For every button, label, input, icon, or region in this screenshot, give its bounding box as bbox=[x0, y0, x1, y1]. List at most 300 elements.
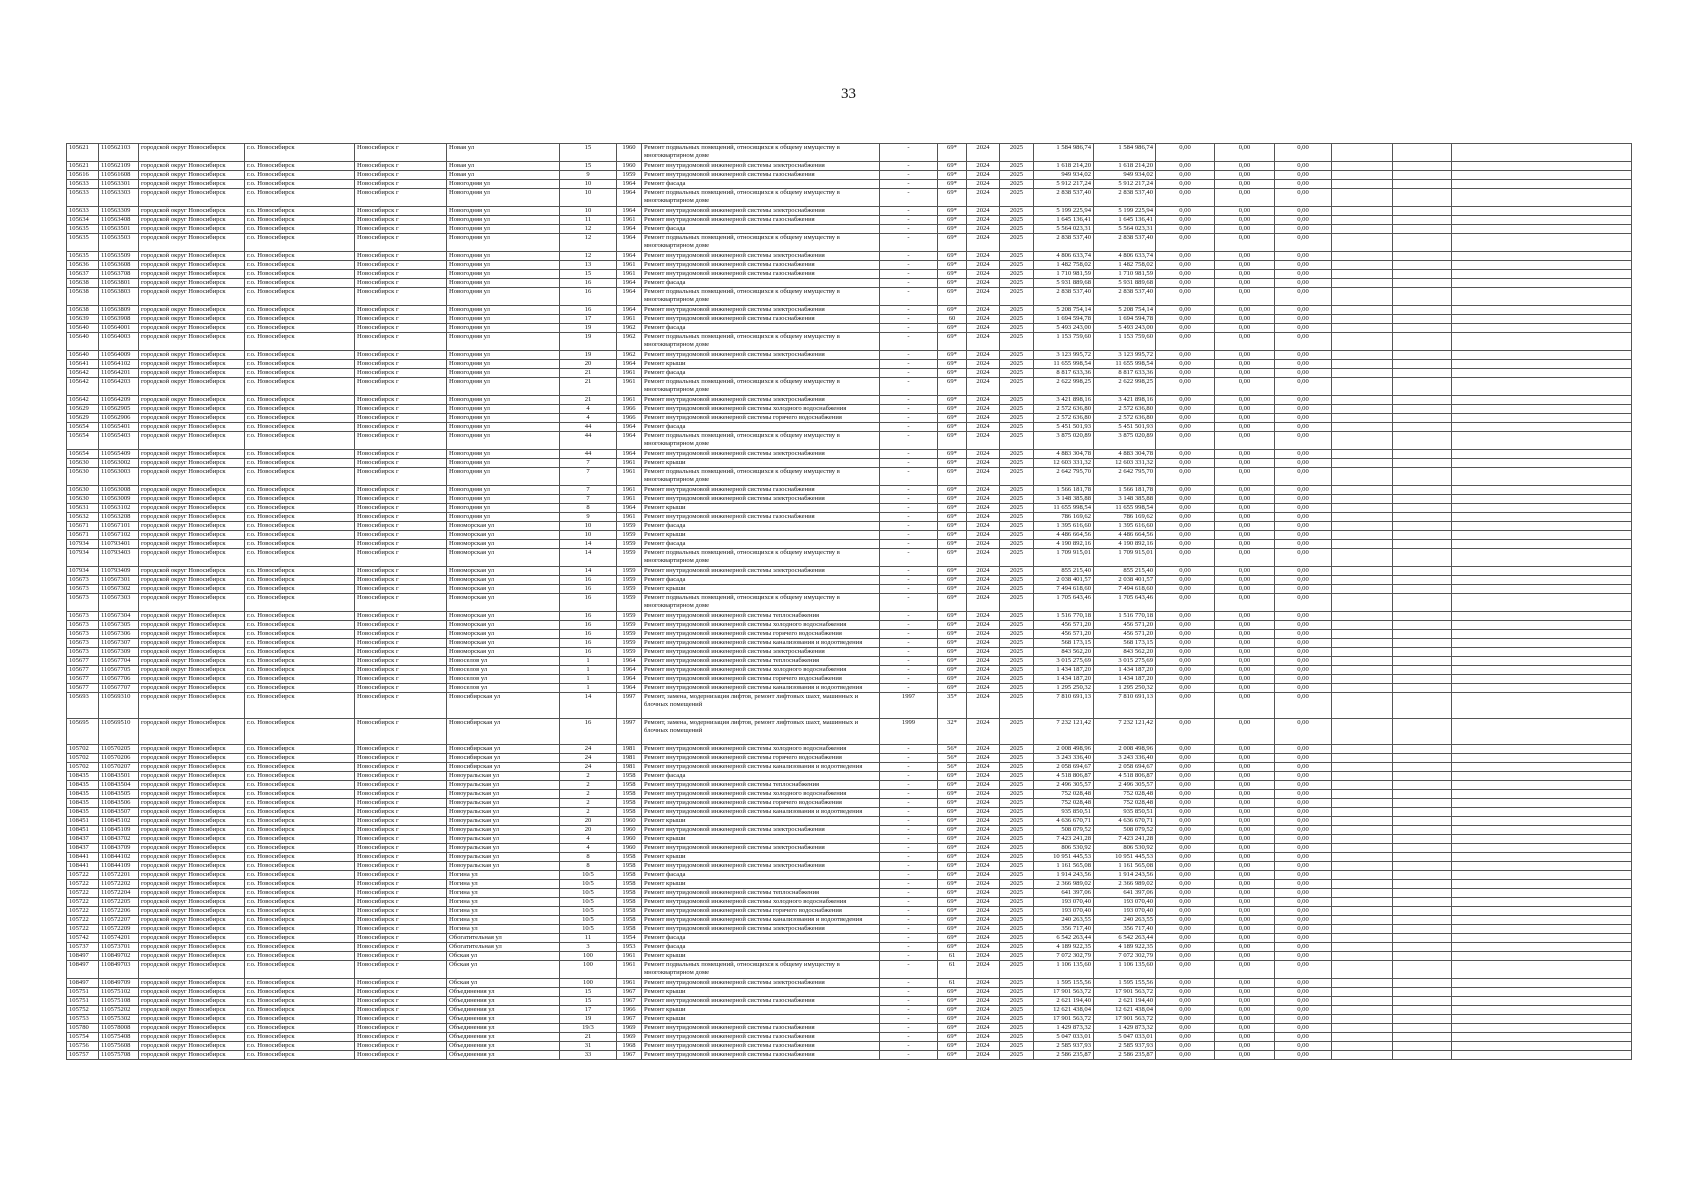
cell-settlement: г.о. Новосибирск bbox=[245, 666, 355, 675]
cell-extra-c bbox=[1452, 1051, 1632, 1060]
cell-build-year: 1966 bbox=[617, 1006, 642, 1015]
cell-total-cost: 935 850,51 bbox=[1034, 808, 1094, 817]
cell-budget-regional: 0,00 bbox=[1215, 621, 1275, 630]
cell-build-year: 1959 bbox=[617, 549, 642, 567]
cell-house-number: 19 bbox=[560, 351, 617, 360]
cell-extra-a bbox=[1332, 979, 1393, 988]
cell-wear-percent: 69* bbox=[938, 459, 967, 468]
cell-total-cost: 1 482 758,02 bbox=[1034, 261, 1094, 270]
cell-extra-b bbox=[1393, 207, 1452, 216]
cell-extra-a bbox=[1332, 405, 1393, 414]
cell-wear-percent: 69* bbox=[938, 639, 967, 648]
cell-extra-b bbox=[1393, 808, 1452, 817]
cell-street: Новоморская ул bbox=[447, 585, 560, 594]
cell-work-id: 110578008 bbox=[99, 1024, 139, 1033]
cell-wear-percent: 69* bbox=[938, 916, 967, 925]
cell-street: Новогодняя ул bbox=[447, 504, 560, 513]
cell-street: Новоморская ул bbox=[447, 576, 560, 585]
cell-extra-a bbox=[1332, 396, 1393, 405]
cell-build-year: 1958 bbox=[617, 871, 642, 880]
cell-total-cost: 1 395 616,60 bbox=[1034, 522, 1094, 531]
cell-house-number: 100 bbox=[560, 979, 617, 988]
cell-last-repair-year: - bbox=[880, 360, 938, 369]
cell-object-id: 108441 bbox=[67, 862, 99, 871]
cell-wear-percent: 69* bbox=[938, 630, 967, 639]
cell-budget-local: 0,00 bbox=[1275, 961, 1332, 979]
cell-total-cost: 4 883 304,78 bbox=[1034, 450, 1094, 459]
cell-extra-a bbox=[1332, 790, 1393, 799]
cell-extra-c bbox=[1452, 324, 1632, 333]
cell-plan-year-start: 2024 bbox=[967, 693, 1000, 719]
table-row bbox=[67, 799, 1632, 808]
cell-wear-percent: 69* bbox=[938, 657, 967, 666]
cell-last-repair-year: - bbox=[880, 306, 938, 315]
cell-street: Новая ул bbox=[447, 162, 560, 171]
cell-plan-year-start: 2024 bbox=[967, 531, 1000, 540]
cell-extra-c bbox=[1452, 934, 1632, 943]
cell-object-id: 105638 bbox=[67, 288, 99, 306]
cell-work-type: Ремонт внутридомовой инженерной системы холодного водоснабжения bbox=[642, 745, 880, 754]
table-row bbox=[67, 880, 1632, 889]
cell-wear-percent: 69* bbox=[938, 594, 967, 612]
cell-municipality: городской округ Новосибирск bbox=[139, 719, 245, 745]
cell-budget-regional: 0,00 bbox=[1215, 907, 1275, 916]
cell-settlement: г.о. Новосибирск bbox=[245, 781, 355, 790]
cell-locality: Новосибирск г bbox=[355, 594, 447, 612]
cell-build-year: 1964 bbox=[617, 234, 642, 252]
cell-plan-year-start: 2024 bbox=[967, 324, 1000, 333]
cell-extra-c bbox=[1452, 693, 1632, 719]
cell-extra-b bbox=[1393, 423, 1452, 432]
cell-municipality: городской округ Новосибирск bbox=[139, 333, 245, 351]
cell-locality: Новосибирск г bbox=[355, 378, 447, 396]
cell-work-id: 110849702 bbox=[99, 952, 139, 961]
cell-extra-a bbox=[1332, 997, 1393, 1006]
cell-wear-percent: 69* bbox=[938, 378, 967, 396]
cell-extra-b bbox=[1393, 351, 1452, 360]
cell-budget-regional: 0,00 bbox=[1215, 378, 1275, 396]
cell-work-type: Ремонт внутридомовой инженерной системы горячего водоснабжения bbox=[642, 414, 880, 423]
cell-plan-year-end: 2025 bbox=[1000, 540, 1034, 549]
cell-work-id: 110575608 bbox=[99, 1042, 139, 1051]
cell-house-number: 16 bbox=[560, 576, 617, 585]
cell-work-id: 110843507 bbox=[99, 808, 139, 817]
cell-work-type: Ремонт внутридомовой инженерной системы канализования и водоотведения bbox=[642, 916, 880, 925]
cell-budget-local: 0,00 bbox=[1275, 585, 1332, 594]
cell-wear-percent: 69* bbox=[938, 1042, 967, 1051]
cell-build-year: 1960 bbox=[617, 144, 642, 162]
cell-fund-cost: 5 912 217,24 bbox=[1094, 180, 1156, 189]
cell-extra-c bbox=[1452, 648, 1632, 657]
cell-budget-regional: 0,00 bbox=[1215, 576, 1275, 585]
cell-plan-year-start: 2024 bbox=[967, 844, 1000, 853]
cell-house-number: 2 bbox=[560, 781, 617, 790]
cell-plan-year-start: 2024 bbox=[967, 790, 1000, 799]
cell-work-type: Ремонт внутридомовой инженерной системы газоснабжения bbox=[642, 513, 880, 522]
cell-budget-regional: 0,00 bbox=[1215, 763, 1275, 772]
cell-municipality: городской округ Новосибирск bbox=[139, 826, 245, 835]
cell-house-number: 7 bbox=[560, 459, 617, 468]
cell-total-cost: 5 208 754,14 bbox=[1034, 306, 1094, 315]
cell-municipality: городской округ Новосибирск bbox=[139, 234, 245, 252]
cell-settlement: г.о. Новосибирск bbox=[245, 567, 355, 576]
cell-budget-regional: 0,00 bbox=[1215, 252, 1275, 261]
cell-street: Новогодняя ул bbox=[447, 189, 560, 207]
cell-street: Новоуральская ул bbox=[447, 817, 560, 826]
cell-settlement: г.о. Новосибирск bbox=[245, 405, 355, 414]
cell-plan-year-end: 2025 bbox=[1000, 898, 1034, 907]
cell-extra-c bbox=[1452, 540, 1632, 549]
cell-municipality: городской округ Новосибирск bbox=[139, 862, 245, 871]
cell-house-number: 31 bbox=[560, 1042, 617, 1051]
cell-budget-federal: 0,00 bbox=[1156, 835, 1215, 844]
cell-total-cost: 240 263,55 bbox=[1034, 916, 1094, 925]
cell-budget-local: 0,00 bbox=[1275, 369, 1332, 378]
cell-work-type: Ремонт внутридомовой инженерной системы газоснабжения bbox=[642, 997, 880, 1006]
cell-last-repair-year: - bbox=[880, 961, 938, 979]
table-row bbox=[67, 684, 1632, 693]
cell-total-cost: 1 618 214,20 bbox=[1034, 162, 1094, 171]
cell-work-type: Ремонт фасада bbox=[642, 522, 880, 531]
cell-budget-federal: 0,00 bbox=[1156, 621, 1215, 630]
cell-budget-federal: 0,00 bbox=[1156, 522, 1215, 531]
cell-fund-cost: 17 901 563,72 bbox=[1094, 988, 1156, 997]
cell-fund-cost: 5 493 243,00 bbox=[1094, 324, 1156, 333]
cell-work-id: 110567307 bbox=[99, 639, 139, 648]
cell-work-type: Ремонт внутридомовой инженерной системы теплоснабжения bbox=[642, 657, 880, 666]
cell-budget-regional: 0,00 bbox=[1215, 630, 1275, 639]
cell-plan-year-start: 2024 bbox=[967, 369, 1000, 378]
cell-locality: Новосибирск г bbox=[355, 333, 447, 351]
cell-object-id: 108435 bbox=[67, 799, 99, 808]
cell-work-id: 110563503 bbox=[99, 234, 139, 252]
cell-total-cost: 3 875 020,89 bbox=[1034, 432, 1094, 450]
cell-work-id: 110567302 bbox=[99, 585, 139, 594]
cell-budget-local: 0,00 bbox=[1275, 1024, 1332, 1033]
cell-extra-a bbox=[1332, 648, 1393, 657]
cell-settlement: г.о. Новосибирск bbox=[245, 495, 355, 504]
cell-budget-local: 0,00 bbox=[1275, 853, 1332, 862]
cell-budget-federal: 0,00 bbox=[1156, 745, 1215, 754]
cell-budget-regional: 0,00 bbox=[1215, 216, 1275, 225]
cell-plan-year-start: 2024 bbox=[967, 889, 1000, 898]
cell-fund-cost: 4 806 633,74 bbox=[1094, 252, 1156, 261]
cell-budget-regional: 0,00 bbox=[1215, 1015, 1275, 1024]
cell-street: Новогодняя ул bbox=[447, 225, 560, 234]
cell-total-cost: 949 934,02 bbox=[1034, 171, 1094, 180]
cell-municipality: городской округ Новосибирск bbox=[139, 576, 245, 585]
cell-wear-percent: 69* bbox=[938, 808, 967, 817]
cell-plan-year-end: 2025 bbox=[1000, 781, 1034, 790]
cell-fund-cost: 456 571,20 bbox=[1094, 630, 1156, 639]
cell-fund-cost: 2 586 235,87 bbox=[1094, 1051, 1156, 1060]
cell-plan-year-end: 2025 bbox=[1000, 468, 1034, 486]
cell-object-id: 105642 bbox=[67, 396, 99, 405]
cell-locality: Новосибирск г bbox=[355, 351, 447, 360]
cell-object-id: 105673 bbox=[67, 648, 99, 657]
cell-extra-a bbox=[1332, 808, 1393, 817]
cell-settlement: г.о. Новосибирск bbox=[245, 144, 355, 162]
cell-plan-year-end: 2025 bbox=[1000, 360, 1034, 369]
cell-plan-year-end: 2025 bbox=[1000, 486, 1034, 495]
cell-work-type: Ремонт внутридомовой инженерной системы электроснабжения bbox=[642, 862, 880, 871]
cell-extra-a bbox=[1332, 835, 1393, 844]
cell-budget-local: 0,00 bbox=[1275, 180, 1332, 189]
cell-budget-local: 0,00 bbox=[1275, 666, 1332, 675]
cell-budget-regional: 0,00 bbox=[1215, 693, 1275, 719]
cell-settlement: г.о. Новосибирск bbox=[245, 540, 355, 549]
cell-plan-year-start: 2024 bbox=[967, 486, 1000, 495]
cell-object-id: 105695 bbox=[67, 719, 99, 745]
cell-settlement: г.о. Новосибирск bbox=[245, 360, 355, 369]
table-row bbox=[67, 772, 1632, 781]
cell-street: Новоморская ул bbox=[447, 648, 560, 657]
cell-municipality: городской округ Новосибирск bbox=[139, 459, 245, 468]
cell-work-type: Ремонт подвальных помещений, относящихся к общему имуществу в многоквартирном доме bbox=[642, 961, 880, 979]
cell-locality: Новосибирск г bbox=[355, 871, 447, 880]
cell-street: Ногина ул bbox=[447, 889, 560, 898]
cell-fund-cost: 1 106 135,60 bbox=[1094, 961, 1156, 979]
cell-extra-c bbox=[1452, 961, 1632, 979]
table-row bbox=[67, 450, 1632, 459]
cell-street: Новоморская ул bbox=[447, 567, 560, 576]
cell-work-id: 110562103 bbox=[99, 144, 139, 162]
cell-work-type: Ремонт внутридомовой инженерной системы электроснабжения bbox=[642, 306, 880, 315]
cell-work-type: Ремонт подвальных помещений, относящихся к общему имуществу в многоквартирном доме bbox=[642, 333, 880, 351]
cell-budget-regional: 0,00 bbox=[1215, 1042, 1275, 1051]
cell-locality: Новосибирск г bbox=[355, 486, 447, 495]
cell-work-id: 110843506 bbox=[99, 799, 139, 808]
cell-municipality: городской округ Новосибирск bbox=[139, 549, 245, 567]
cell-budget-regional: 0,00 bbox=[1215, 180, 1275, 189]
cell-locality: Новосибирск г bbox=[355, 432, 447, 450]
cell-plan-year-end: 2025 bbox=[1000, 763, 1034, 772]
cell-locality: Новосибирск г bbox=[355, 898, 447, 907]
cell-fund-cost: 2 838 537,40 bbox=[1094, 288, 1156, 306]
cell-budget-federal: 0,00 bbox=[1156, 1006, 1215, 1015]
table-row bbox=[67, 594, 1632, 612]
cell-work-id: 110567301 bbox=[99, 576, 139, 585]
cell-extra-a bbox=[1332, 621, 1393, 630]
cell-work-type: Ремонт внутридомовой инженерной системы электроснабжения bbox=[642, 925, 880, 934]
cell-work-type: Ремонт внутридомовой инженерной системы газоснабжения bbox=[642, 486, 880, 495]
cell-extra-c bbox=[1452, 162, 1632, 171]
cell-budget-regional: 0,00 bbox=[1215, 162, 1275, 171]
cell-build-year: 1958 bbox=[617, 853, 642, 862]
cell-work-id: 110572206 bbox=[99, 907, 139, 916]
cell-settlement: г.о. Новосибирск bbox=[245, 657, 355, 666]
cell-object-id: 105702 bbox=[67, 745, 99, 754]
cell-wear-percent: 69* bbox=[938, 880, 967, 889]
cell-extra-a bbox=[1332, 288, 1393, 306]
cell-last-repair-year: - bbox=[880, 898, 938, 907]
cell-plan-year-start: 2024 bbox=[967, 979, 1000, 988]
cell-extra-b bbox=[1393, 862, 1452, 871]
cell-street: Новоморская ул bbox=[447, 639, 560, 648]
cell-wear-percent: 69* bbox=[938, 216, 967, 225]
cell-object-id: 105677 bbox=[67, 657, 99, 666]
cell-extra-a bbox=[1332, 360, 1393, 369]
cell-extra-b bbox=[1393, 916, 1452, 925]
cell-work-id: 110575108 bbox=[99, 997, 139, 1006]
cell-house-number: 2 bbox=[560, 790, 617, 799]
cell-plan-year-end: 2025 bbox=[1000, 719, 1034, 745]
cell-plan-year-start: 2024 bbox=[967, 432, 1000, 450]
cell-object-id: 105621 bbox=[67, 162, 99, 171]
cell-locality: Новосибирск г bbox=[355, 835, 447, 844]
cell-locality: Новосибирск г bbox=[355, 369, 447, 378]
cell-fund-cost: 1 710 981,59 bbox=[1094, 270, 1156, 279]
cell-work-type: Ремонт внутридомовой инженерной системы электроснабжения bbox=[642, 567, 880, 576]
cell-work-id: 110563303 bbox=[99, 189, 139, 207]
cell-object-id: 105629 bbox=[67, 405, 99, 414]
cell-wear-percent: 69* bbox=[938, 835, 967, 844]
cell-budget-local: 0,00 bbox=[1275, 1015, 1332, 1024]
cell-build-year: 1954 bbox=[617, 934, 642, 943]
cell-budget-federal: 0,00 bbox=[1156, 504, 1215, 513]
cell-fund-cost: 7 810 691,13 bbox=[1094, 693, 1156, 719]
cell-house-number: 13 bbox=[560, 261, 617, 270]
cell-total-cost: 10 951 445,53 bbox=[1034, 853, 1094, 862]
cell-last-repair-year: - bbox=[880, 504, 938, 513]
cell-total-cost: 1 595 155,56 bbox=[1034, 979, 1094, 988]
cell-street: Новоселов ул bbox=[447, 675, 560, 684]
cell-budget-local: 0,00 bbox=[1275, 378, 1332, 396]
cell-budget-local: 0,00 bbox=[1275, 288, 1332, 306]
cell-locality: Новосибирск г bbox=[355, 844, 447, 853]
cell-extra-b bbox=[1393, 315, 1452, 324]
cell-extra-b bbox=[1393, 630, 1452, 639]
cell-budget-federal: 0,00 bbox=[1156, 486, 1215, 495]
cell-last-repair-year: 1997 bbox=[880, 693, 938, 719]
cell-budget-federal: 0,00 bbox=[1156, 540, 1215, 549]
cell-house-number: 16 bbox=[560, 719, 617, 745]
cell-wear-percent: 69* bbox=[938, 585, 967, 594]
cell-budget-local: 0,00 bbox=[1275, 684, 1332, 693]
cell-object-id: 105616 bbox=[67, 171, 99, 180]
cell-object-id: 105722 bbox=[67, 916, 99, 925]
cell-settlement: г.о. Новосибирск bbox=[245, 378, 355, 396]
cell-street: Новогодняя ул bbox=[447, 468, 560, 486]
cell-locality: Новосибирск г bbox=[355, 799, 447, 808]
cell-settlement: г.о. Новосибирск bbox=[245, 979, 355, 988]
cell-municipality: городской округ Новосибирск bbox=[139, 378, 245, 396]
cell-extra-b bbox=[1393, 306, 1452, 315]
cell-street: Новоморская ул bbox=[447, 612, 560, 621]
cell-work-type: Ремонт внутридомовой инженерной системы холодного водоснабжения bbox=[642, 790, 880, 799]
cell-build-year: 1964 bbox=[617, 207, 642, 216]
cell-work-id: 110570207 bbox=[99, 763, 139, 772]
cell-extra-a bbox=[1332, 666, 1393, 675]
cell-build-year: 1961 bbox=[617, 270, 642, 279]
cell-extra-c bbox=[1452, 567, 1632, 576]
cell-extra-c bbox=[1452, 853, 1632, 862]
cell-settlement: г.о. Новосибирск bbox=[245, 234, 355, 252]
cell-budget-federal: 0,00 bbox=[1156, 889, 1215, 898]
cell-budget-regional: 0,00 bbox=[1215, 943, 1275, 952]
cell-work-type: Ремонт внутридомовой инженерной системы газоснабжения bbox=[642, 270, 880, 279]
cell-object-id: 107934 bbox=[67, 567, 99, 576]
cell-object-id: 105693 bbox=[67, 693, 99, 719]
cell-work-type: Ремонт внутридомовой инженерной системы горячего водоснабжения bbox=[642, 675, 880, 684]
cell-plan-year-end: 2025 bbox=[1000, 934, 1034, 943]
cell-total-cost: 1 106 135,60 bbox=[1034, 961, 1094, 979]
cell-house-number: 15 bbox=[560, 988, 617, 997]
cell-work-id: 110564209 bbox=[99, 396, 139, 405]
cell-build-year: 1961 bbox=[617, 468, 642, 486]
cell-work-type: Ремонт внутридомовой инженерной системы теплоснабжения bbox=[642, 889, 880, 898]
cell-last-repair-year: - bbox=[880, 324, 938, 333]
cell-locality: Новосибирск г bbox=[355, 423, 447, 432]
table-row bbox=[67, 225, 1632, 234]
cell-settlement: г.о. Новосибирск bbox=[245, 585, 355, 594]
cell-settlement: г.о. Новосибирск bbox=[245, 745, 355, 754]
cell-locality: Новосибирск г bbox=[355, 252, 447, 261]
cell-extra-c bbox=[1452, 835, 1632, 844]
table-row bbox=[67, 961, 1632, 979]
cell-extra-c bbox=[1452, 504, 1632, 513]
cell-total-cost: 17 901 563,72 bbox=[1034, 1015, 1094, 1024]
cell-plan-year-start: 2024 bbox=[967, 988, 1000, 997]
cell-settlement: г.о. Новосибирск bbox=[245, 513, 355, 522]
table-row bbox=[67, 1015, 1632, 1024]
cell-municipality: городской округ Новосибирск bbox=[139, 189, 245, 207]
cell-object-id: 105754 bbox=[67, 1033, 99, 1042]
cell-work-id: 110793401 bbox=[99, 540, 139, 549]
cell-extra-c bbox=[1452, 288, 1632, 306]
cell-budget-regional: 0,00 bbox=[1215, 871, 1275, 880]
cell-work-type: Ремонт внутридомовой инженерной системы газоснабжения bbox=[642, 1024, 880, 1033]
cell-budget-regional: 0,00 bbox=[1215, 486, 1275, 495]
cell-settlement: г.о. Новосибирск bbox=[245, 648, 355, 657]
cell-plan-year-start: 2024 bbox=[967, 351, 1000, 360]
cell-budget-local: 0,00 bbox=[1275, 862, 1332, 871]
cell-last-repair-year: - bbox=[880, 916, 938, 925]
cell-house-number: 20 bbox=[560, 817, 617, 826]
cell-fund-cost: 568 173,15 bbox=[1094, 639, 1156, 648]
cell-plan-year-start: 2024 bbox=[967, 225, 1000, 234]
cell-budget-regional: 0,00 bbox=[1215, 889, 1275, 898]
cell-house-number: 10 bbox=[560, 180, 617, 189]
cell-municipality: городской округ Новосибирск bbox=[139, 1051, 245, 1060]
cell-street: Новоуральская ул bbox=[447, 844, 560, 853]
cell-street: Новогодняя ул bbox=[447, 495, 560, 504]
cell-total-cost: 12 621 438,04 bbox=[1034, 1006, 1094, 1015]
cell-total-cost: 3 243 336,40 bbox=[1034, 754, 1094, 763]
cell-work-type: Ремонт внутридомовой инженерной системы электроснабжения bbox=[642, 396, 880, 405]
cell-work-id: 110843501 bbox=[99, 772, 139, 781]
cell-fund-cost: 1 618 214,20 bbox=[1094, 162, 1156, 171]
table-row bbox=[67, 862, 1632, 871]
cell-last-repair-year: - bbox=[880, 871, 938, 880]
cell-locality: Новосибирск г bbox=[355, 549, 447, 567]
cell-work-type: Ремонт внутридомовой инженерной системы электроснабжения bbox=[642, 826, 880, 835]
cell-municipality: городской округ Новосибирск bbox=[139, 360, 245, 369]
cell-locality: Новосибирск г bbox=[355, 144, 447, 162]
cell-build-year: 1953 bbox=[617, 943, 642, 952]
cell-plan-year-start: 2024 bbox=[967, 835, 1000, 844]
cell-work-id: 110572201 bbox=[99, 871, 139, 880]
cell-budget-federal: 0,00 bbox=[1156, 862, 1215, 871]
table-row bbox=[67, 630, 1632, 639]
cell-plan-year-start: 2024 bbox=[967, 826, 1000, 835]
cell-house-number: 10/5 bbox=[560, 871, 617, 880]
cell-locality: Новосибирск г bbox=[355, 504, 447, 513]
cell-last-repair-year: - bbox=[880, 1006, 938, 1015]
cell-last-repair-year: - bbox=[880, 925, 938, 934]
cell-fund-cost: 10 951 445,53 bbox=[1094, 853, 1156, 862]
cell-extra-b bbox=[1393, 162, 1452, 171]
